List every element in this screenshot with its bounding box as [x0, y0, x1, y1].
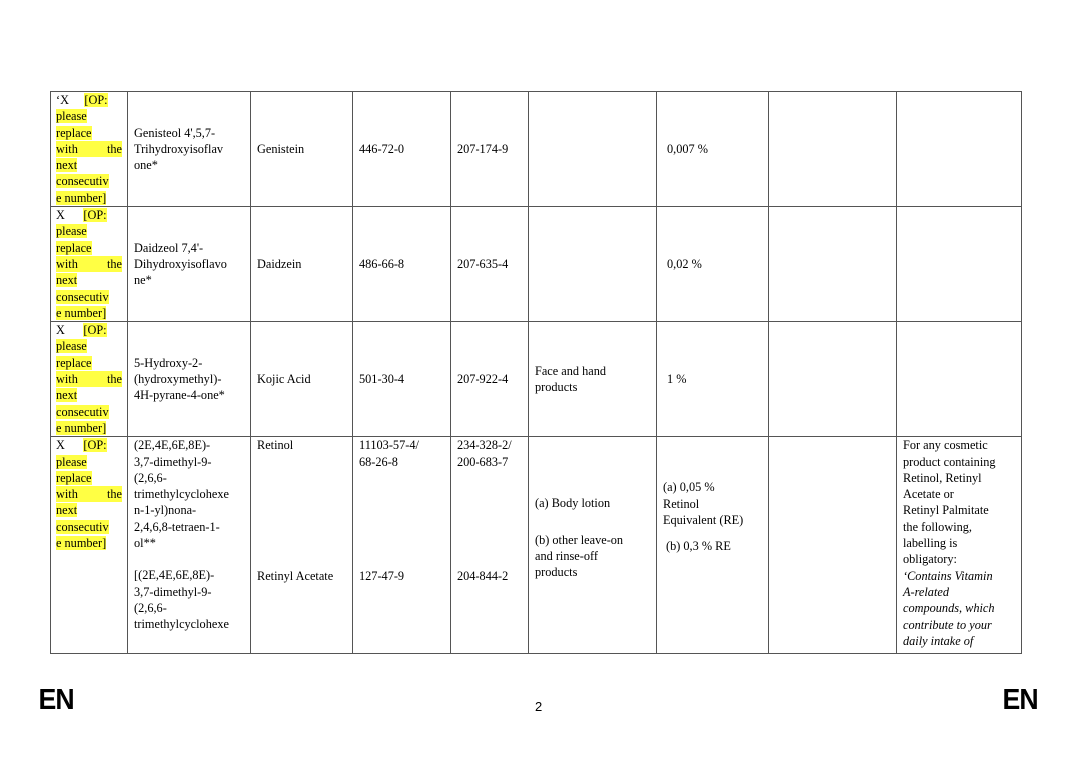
reference-number-cell: [51, 92, 128, 207]
chemical-name-line: ol**: [134, 536, 156, 551]
placeholder-text: e number]: [56, 305, 107, 320]
placeholder-text: [OP:: [83, 438, 107, 453]
wording-cell: [897, 437, 1022, 654]
wording-line: Acetate or: [903, 487, 954, 502]
product-type-line: products: [535, 380, 578, 395]
other-cell: [769, 92, 897, 207]
language-marker-left: EN: [38, 684, 74, 716]
placeholder-text: replace: [56, 470, 92, 485]
other-cell: [769, 207, 897, 322]
placeholder-text: [OP:: [83, 208, 107, 223]
ec-number: 204-844-2: [457, 568, 509, 583]
ref-prefix: X: [56, 208, 65, 223]
table-row: [51, 437, 1022, 654]
cas-number-cell: [353, 437, 451, 654]
product-type-line: Face and hand: [535, 363, 607, 378]
product-type-cell: [529, 207, 657, 322]
chemical-name-cell: [128, 437, 251, 654]
chemical-name-line: 3,7-dimethyl-9-: [134, 584, 212, 599]
wording-line: the following,: [903, 519, 972, 534]
max-concentration-a-line: Equivalent (RE): [663, 512, 744, 527]
ec-number-cell: 207-635-4: [451, 207, 529, 322]
placeholder-text: [OP:: [84, 93, 108, 107]
wording-italic-line: compounds, which: [903, 601, 995, 616]
placeholder-text: replace: [56, 355, 92, 370]
table-row: [51, 322, 1022, 437]
other-cell: [769, 322, 897, 437]
page-number: 2: [535, 699, 543, 714]
reference-number-cell: [51, 322, 128, 437]
placeholder-text: replace: [56, 240, 92, 255]
cas-number: 127-47-9: [359, 568, 405, 583]
chemical-name-line: 4H-pyrane-4-one*: [134, 388, 225, 403]
placeholder-text: [OP:: [83, 323, 107, 338]
wording-italic-line: ‘Contains Vitamin: [903, 568, 993, 583]
placeholder-text: consecutiv: [56, 404, 109, 419]
inn-cell: [251, 437, 353, 654]
max-concentration-cell: 0,02 %: [657, 207, 769, 322]
ec-number-cell: 207-922-4: [451, 322, 529, 437]
wording-line: For any cosmetic: [903, 438, 988, 453]
inn-retinyl-acetate: Retinyl Acetate: [257, 568, 334, 583]
placeholder-text: consecutiv: [56, 519, 109, 534]
chemical-name-line: Dihydroxyisoflavo: [134, 256, 227, 271]
placeholder-text: e number]: [56, 420, 107, 435]
chemical-name-line: n-1-yl)nona-: [134, 503, 197, 518]
chemical-name-cell: [128, 92, 251, 207]
wording-cell: [897, 322, 1022, 437]
other-cell: [769, 437, 897, 654]
placeholder-text: replace: [56, 125, 92, 140]
chemical-name-line: Trihydroxyisoflav: [134, 141, 224, 156]
placeholder-text: next: [56, 158, 78, 173]
chemical-name-cell: [128, 322, 251, 437]
max-concentration-a-line: Retinol: [663, 496, 700, 511]
wording-line: labelling is: [903, 536, 958, 551]
chemical-name-line: (hydroxymethyl)-: [134, 372, 222, 387]
inn-cell: Daidzein: [251, 207, 353, 322]
annex-substances-table: [50, 91, 1022, 654]
placeholder-text: next: [56, 503, 78, 518]
chemical-name-line: one*: [134, 158, 158, 173]
wording-line: product containing: [903, 454, 996, 469]
wording-line: Retinyl Palmitate: [903, 503, 989, 518]
placeholder-text: e number]: [56, 190, 107, 205]
cas-number-cell: 486-66-8: [353, 207, 451, 322]
cas-number-cell: 446-72-0: [353, 92, 451, 207]
chemical-name-line: Daidzeol 7,4'-: [134, 240, 204, 255]
wording-line: obligatory:: [903, 552, 957, 567]
placeholder-text: with the: [56, 141, 122, 156]
wording-cell: [897, 92, 1022, 207]
cas-number: 11103-57-4/: [359, 438, 419, 453]
placeholder-text: with the: [56, 487, 122, 502]
ec-number: 200-683-7: [457, 454, 509, 469]
product-type-b-line: (b) other leave-on: [535, 532, 624, 547]
product-type-cell: [529, 92, 657, 207]
ec-number-cell: [451, 437, 529, 654]
ec-number: 234-328-2/: [457, 438, 512, 453]
product-type-b-line: products: [535, 565, 578, 580]
chemical-name-line: [(2E,4E,6E,8E)-: [134, 568, 215, 583]
table-row: [51, 207, 1022, 322]
inn-cell: Kojic Acid: [251, 322, 353, 437]
product-type-a: (a) Body lotion: [535, 496, 611, 511]
ref-prefix: X: [56, 438, 65, 453]
chemical-name-line: ne*: [134, 273, 152, 288]
reference-number-cell: [51, 207, 128, 322]
chemical-name-line: 2,4,6,8-tetraen-1-: [134, 519, 220, 534]
placeholder-text: please: [56, 339, 87, 354]
product-type-cell: [529, 322, 657, 437]
placeholder-text: next: [56, 273, 78, 288]
wording-cell: [897, 207, 1022, 322]
cas-number-cell: 501-30-4: [353, 322, 451, 437]
chemical-name-cell: [128, 207, 251, 322]
placeholder-text: please: [56, 224, 87, 239]
product-type-b-line: and rinse-off: [535, 548, 598, 563]
cas-number: 68-26-8: [359, 454, 398, 469]
max-concentration-cell: [657, 437, 769, 654]
inn-cell: Genistein: [251, 92, 353, 207]
placeholder-text: with the: [56, 256, 122, 271]
chemical-name-line: Genisteol 4',5,7-: [134, 125, 216, 140]
placeholder-text: consecutiv: [56, 289, 109, 304]
inn-retinol: Retinol: [257, 438, 294, 453]
product-type-cell: [529, 437, 657, 654]
max-concentration-a-line: (a) 0,05 %: [663, 480, 715, 495]
chemical-name-line: 3,7-dimethyl-9-: [134, 454, 212, 469]
placeholder-text: please: [56, 454, 87, 469]
language-marker-right: EN: [1002, 684, 1038, 716]
chemical-name-line: (2E,4E,6E,8E)-: [134, 438, 211, 453]
table-row: [51, 92, 1022, 207]
wording-line: Retinol, Retinyl: [903, 470, 982, 485]
placeholder-text: next: [56, 388, 78, 403]
placeholder-text: consecutiv: [56, 174, 109, 189]
max-concentration-cell: 0,007 %: [657, 92, 769, 207]
chemical-name-line: trimethylcyclohexe: [134, 617, 229, 632]
wording-italic-line: daily intake of: [903, 633, 974, 648]
chemical-name-line: trimethylcyclohexe: [134, 487, 229, 502]
chemical-name-line: 5-Hydroxy-2-: [134, 355, 203, 370]
ref-prefix: ‘X: [56, 93, 69, 107]
max-concentration-b: (b) 0,3 % RE: [666, 539, 731, 554]
wording-italic-line: A-related: [903, 584, 949, 599]
reference-number-cell: [51, 437, 128, 654]
max-concentration-cell: 1 %: [657, 322, 769, 437]
placeholder-text: please: [56, 109, 87, 124]
placeholder-text: with the: [56, 372, 122, 387]
placeholder-text: e number]: [56, 536, 107, 551]
wording-italic-line: contribute to your: [903, 617, 992, 632]
ec-number-cell: 207-174-9: [451, 92, 529, 207]
chemical-name-line: (2,6,6-: [134, 600, 167, 615]
chemical-name-line: (2,6,6-: [134, 470, 167, 485]
ref-prefix: X: [56, 323, 65, 338]
